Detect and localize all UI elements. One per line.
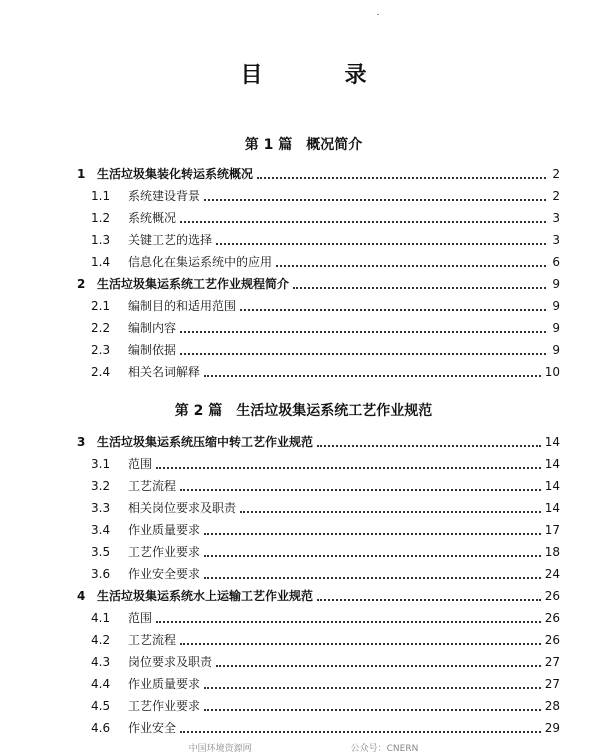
page-title: 目 录 [240, 63, 397, 88]
toc-entry-number: 1.4 [91, 255, 111, 269]
toc-entry-number: 4.3 [91, 655, 111, 669]
toc-entry-title: 关键工艺的选择 [128, 233, 213, 247]
toc-entry-number: 2.1 [91, 299, 111, 313]
toc-section-entry[interactable] [77, 340, 560, 360]
toc-section-entry[interactable] [77, 520, 560, 540]
toc-entry-number: 3.2 [91, 479, 111, 493]
toc-chapter-entry[interactable] [77, 586, 560, 606]
toc-entry-title: 生活垃圾集运系统水上运输工艺作业规范 [97, 589, 314, 603]
dot-leader [204, 554, 541, 557]
toc-entry-page: 6 [552, 255, 560, 269]
toc-entry-page: 17 [544, 523, 560, 537]
toc-entry-title: 工艺作业要求 [128, 545, 201, 559]
toc-section-entry[interactable] [77, 362, 560, 382]
toc-chapter-entry[interactable] [77, 164, 560, 184]
toc-entry-title: 作业质量要求 [128, 523, 201, 537]
toc-entry-page: 14 [544, 479, 560, 493]
toc-entry-number: 1.2 [91, 211, 111, 225]
toc-entry-number: 2.3 [91, 343, 111, 357]
dot-leader [180, 488, 541, 491]
toc-entry-title: 信息化在集运系统中的应用 [128, 255, 273, 269]
toc-section-entry[interactable] [77, 696, 560, 716]
toc-section-entry[interactable] [77, 674, 560, 694]
toc-section-entry[interactable] [77, 652, 560, 672]
toc-entry-number: 1 [77, 167, 86, 181]
dot-leader [204, 576, 541, 579]
dot-leader [180, 352, 546, 355]
toc-entry-title: 相关名词解释 [128, 365, 201, 379]
toc-section-entry[interactable] [77, 476, 560, 496]
toc-entry-title: 工艺作业要求 [128, 699, 201, 713]
dot-leader [240, 308, 546, 311]
toc-entry-title: 系统建设背景 [128, 189, 201, 203]
toc-section-entry[interactable] [77, 318, 560, 338]
toc-section-entry[interactable] [77, 542, 560, 562]
dot-leader [204, 686, 541, 689]
dot-leader [156, 620, 541, 623]
toc-section-entry[interactable] [77, 454, 560, 474]
toc-entry-title: 系统概况 [128, 211, 177, 225]
toc-section-entry[interactable] [77, 208, 560, 228]
toc-section-entry[interactable] [77, 252, 560, 272]
toc-entry-page: 26 [544, 633, 560, 647]
dot-leader [204, 708, 541, 711]
dot-leader [156, 466, 541, 469]
toc-section-entry[interactable] [77, 498, 560, 518]
toc-section-entry[interactable] [77, 608, 560, 628]
dot-leader [180, 730, 541, 733]
dot-leader [317, 598, 541, 601]
toc-section-entry[interactable] [77, 564, 560, 584]
toc-entry-number: 2.2 [91, 321, 111, 335]
toc-entry-number: 2.4 [91, 365, 111, 379]
toc-entry-number: 3.3 [91, 501, 111, 515]
toc-entry-page: 14 [544, 501, 560, 515]
toc-section-entry[interactable] [77, 630, 560, 650]
dot-leader [216, 664, 541, 667]
toc-entry-page: 2 [552, 167, 560, 181]
dot-leader [257, 176, 546, 179]
toc-entry-title: 范围 [128, 611, 153, 625]
page-footer: 中国环境资源网 公众号：CNERN [188, 744, 419, 754]
toc-section-entry[interactable] [77, 230, 560, 250]
toc-entry-title: 工艺流程 [128, 633, 177, 647]
toc-entry-title: 工艺流程 [128, 479, 177, 493]
toc-entry-page: 14 [544, 457, 560, 471]
toc-entry-number: 4.4 [91, 677, 111, 691]
toc-entry-page: 26 [544, 589, 560, 603]
toc-entry-number: 1.1 [91, 189, 111, 203]
toc-entry-number: 4.2 [91, 633, 111, 647]
toc-entry-number: 3.5 [91, 545, 111, 559]
toc-entry-page: 10 [544, 365, 560, 379]
toc-entry-title: 相关岗位要求及职责 [128, 501, 237, 515]
dot-leader [293, 286, 546, 289]
dot-leader [180, 220, 546, 223]
toc-entry-number: 3.6 [91, 567, 111, 581]
toc-entry-page: 26 [544, 611, 560, 625]
toc-entry-page: 27 [544, 677, 560, 691]
part-heading-1: 第 1 篇 概况简介 [244, 137, 363, 153]
toc-entry-number: 3 [77, 435, 86, 449]
toc-entry-page: 3 [552, 233, 560, 247]
dot-leader [204, 532, 541, 535]
toc-entry-number: 3.4 [91, 523, 111, 537]
toc-entry-page: 9 [552, 277, 560, 291]
toc-entry-number: 4.5 [91, 699, 111, 713]
toc-entry-page: 3 [552, 211, 560, 225]
dot-leader [180, 330, 546, 333]
toc-entry-title: 生活垃圾集装化转运系统概况 [97, 167, 254, 181]
toc-entry-title: 作业安全 [128, 721, 177, 735]
toc-entry-title: 编制依据 [128, 343, 177, 357]
toc-entry-number: 4 [77, 589, 86, 603]
toc-chapter-entry[interactable] [77, 274, 560, 294]
toc-entry-page: 9 [552, 299, 560, 313]
scan-speck [377, 14, 379, 15]
dot-leader [204, 198, 546, 201]
toc-entry-title: 岗位要求及职责 [128, 655, 213, 669]
dot-leader [216, 242, 546, 245]
part-heading-2: 第 2 篇 生活垃圾集运系统工艺作业规范 [174, 403, 433, 419]
toc-entry-page: 9 [552, 343, 560, 357]
toc-entry-page: 2 [552, 189, 560, 203]
toc-entry-number: 1.3 [91, 233, 111, 247]
toc-section-entry[interactable] [77, 296, 560, 316]
toc-entry-number: 4.6 [91, 721, 111, 735]
toc-entry-number: 3.1 [91, 457, 111, 471]
dot-leader [276, 264, 546, 267]
toc-section-entry[interactable] [77, 718, 560, 738]
toc-entry-page: 27 [544, 655, 560, 669]
toc-section-entry[interactable] [77, 186, 560, 206]
toc-entry-page: 29 [544, 721, 560, 735]
dot-leader [317, 444, 541, 447]
toc-entry-page: 28 [544, 699, 560, 713]
toc-entry-title: 生活垃圾集运系统压缩中转工艺作业规范 [97, 435, 314, 449]
toc-entry-title: 编制目的和适用范围 [128, 299, 237, 313]
toc-entry-title: 范围 [128, 457, 153, 471]
toc-entry-page: 9 [552, 321, 560, 335]
toc-entry-page: 24 [544, 567, 560, 581]
toc-entry-title: 作业安全要求 [128, 567, 201, 581]
toc-entry-number: 2 [77, 277, 86, 291]
toc-chapter-entry[interactable] [77, 432, 560, 452]
toc-entry-title: 编制内容 [128, 321, 177, 335]
toc-entry-title: 作业质量要求 [128, 677, 201, 691]
toc-entry-page: 18 [544, 545, 560, 559]
dot-leader [240, 510, 541, 513]
toc-entry-title: 生活垃圾集运系统工艺作业规程简介 [97, 277, 290, 291]
dot-leader [180, 642, 541, 645]
toc-entry-number: 4.1 [91, 611, 111, 625]
dot-leader [204, 374, 541, 377]
toc-entry-page: 14 [544, 435, 560, 449]
